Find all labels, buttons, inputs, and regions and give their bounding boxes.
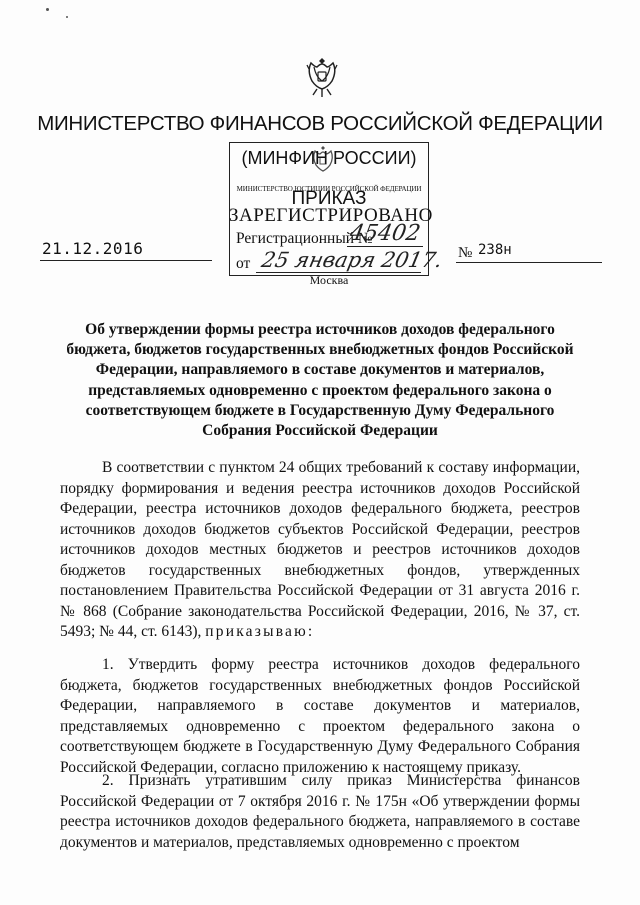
stamp-date-prefix: от xyxy=(236,255,251,272)
order-number-underline xyxy=(456,262,602,263)
order-word: приказываю: xyxy=(205,623,315,640)
stamp-reg-label: Регистрационный № xyxy=(236,230,373,247)
document-type: ПРИКАЗ xyxy=(291,188,367,209)
reg-number-underline xyxy=(347,246,423,247)
preamble-text: В соответствии с пунктом 24 общих требований к составу информации, порядку формирования и ведения реестра источников доходов Российской Федерации, реестра источников доходов федерального бюджета, реестров источников доходов бюджетов субъектов Российской Федерации, реестров источников доходов местных бюджетов и реестров источников доходов бюджетов государственных внебюджетных фондов, утвержденных постановлением Правительства Российской Федерации от 31 августа 2016 г. № 868 (Собрание законодательства Российской Федерации, 2016, № 37, ст. 5493; № 44, ст. 6143), xyxy=(60,459,580,640)
preamble-paragraph xyxy=(60,458,580,643)
stamp-reg-number: 45402 xyxy=(347,221,423,246)
ministry-abbreviation: (МИНФИН РОССИИ) xyxy=(241,148,417,168)
scan-speck xyxy=(66,16,68,18)
document-title: Об утверждении формы реестра источников доходов федерального бюджета, бюджетов государственных внебюджетных фондов Российской Федерации, направляемого в составе документов и материалов, представляемых одновременно с проектом федерального закона о соответствующем бюджете в Государственную Думу Федерального Собрания Российской Федерации xyxy=(66,321,574,440)
order-number: 238н xyxy=(478,242,512,258)
order-number-sign: № xyxy=(458,245,473,261)
stamp-reg-date: 25 января 2017. xyxy=(259,248,445,272)
order-date-underline xyxy=(40,260,212,261)
order-date: 21.12.2016 xyxy=(42,239,144,258)
stamp-status: ЗАРЕГИСТРИРОВАНО xyxy=(229,205,433,226)
stamp-authority: МИНИСТЕРСТВО ЮСТИЦИИ РОССИЙСКОЙ ФЕДЕРАЦИИ xyxy=(236,185,422,193)
item-2-paragraph: 2. Признать утратившим силу приказ Министерства финансов Российской Федерации от 7 октября 2016 г. № 175н «Об утверждении формы реестра источников доходов федерального бюджета, направляемого в составе документов и материалов, представляемых одновременно с проектом xyxy=(60,772,580,851)
ministry-name: МИНИСТЕРСТВО ФИНАНСОВ РОССИЙСКОЙ ФЕДЕРАЦИИ xyxy=(37,112,603,135)
coat-of-arms-icon xyxy=(305,55,339,99)
scan-speck xyxy=(46,8,49,11)
item-1-paragraph: 1. Утвердить форму реестра источников доходов федерального бюджета, бюджетов государственных внебюджетных фондов Российской Федерации, направляемого в составе документов и материалов, представляемых одновременно с проектом федерального закона о соответствующем бюджете в Государственную Думу Федерального Собрания Российской Федерации, согласно приложению к настоящему приказу. xyxy=(60,656,580,776)
city: Москва xyxy=(309,273,349,287)
